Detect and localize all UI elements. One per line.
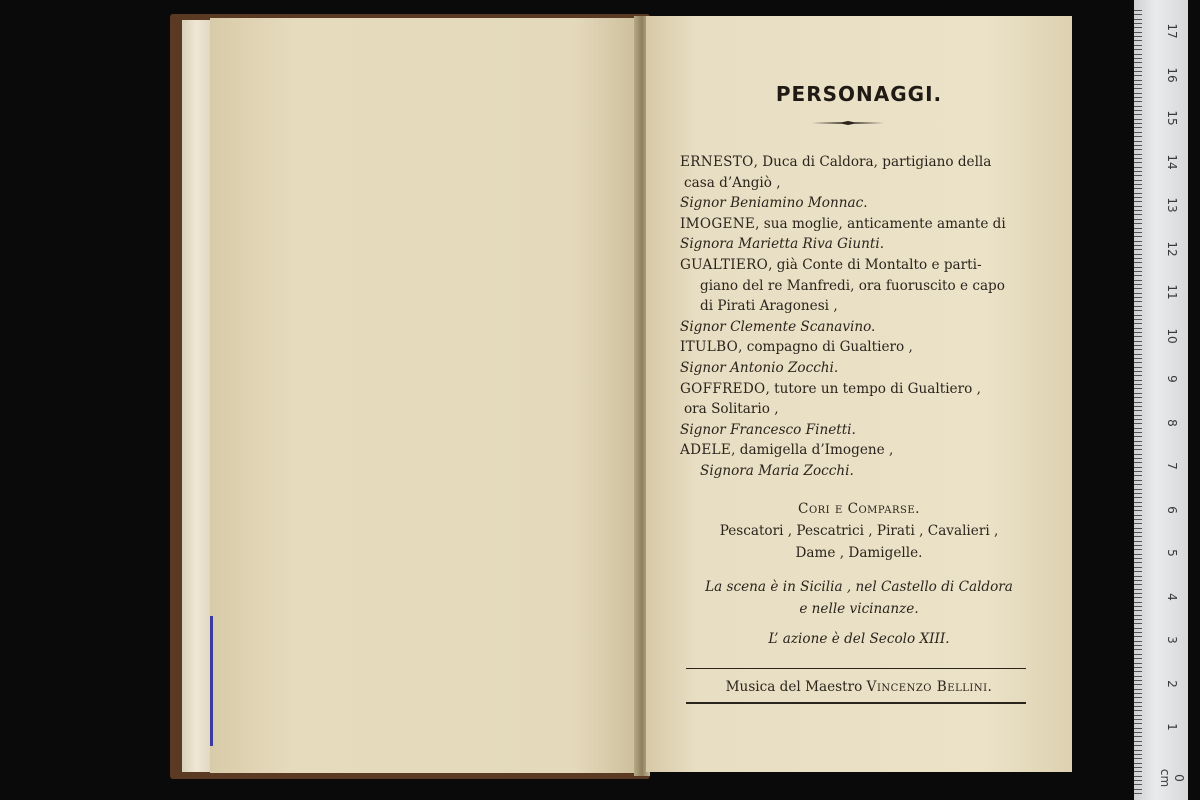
ruler-tick xyxy=(1134,97,1142,98)
chorus-heading: Cori e Comparse. xyxy=(798,501,920,517)
ruler-tick xyxy=(1134,288,1142,289)
ruler-number: 2 xyxy=(1165,679,1179,688)
ruler-tick xyxy=(1134,676,1142,677)
role-description: , compagno di Gualtiero , xyxy=(738,339,913,356)
ruler-tick xyxy=(1134,567,1142,568)
ruler-tick xyxy=(1134,754,1142,755)
role-description-cont: ora Solitario , xyxy=(684,401,779,418)
ruler-tick xyxy=(1134,536,1142,537)
ruler-tick xyxy=(1134,262,1142,263)
actor-name: Signora Marietta Riva Giunti. xyxy=(680,236,885,253)
ruler-tick xyxy=(1134,484,1142,485)
ruler-tick xyxy=(1134,658,1142,659)
composer-name: Vincenzo Bellini. xyxy=(866,679,993,695)
ruler-tick xyxy=(1134,523,1142,524)
ruler-tick xyxy=(1134,467,1142,468)
ruler-tick xyxy=(1134,188,1142,189)
ruler-tick xyxy=(1134,793,1142,794)
period-line: L’ azione è del Secolo XIII. xyxy=(768,631,950,647)
ruler-tick xyxy=(1134,184,1142,185)
ruler-tick xyxy=(1134,745,1142,746)
top-rule xyxy=(686,668,1026,669)
ruler-tick xyxy=(1134,597,1142,598)
ruler-tick xyxy=(1134,680,1142,681)
ruler-tick xyxy=(1134,245,1142,246)
ruler-tick xyxy=(1134,67,1142,68)
ruler-tick xyxy=(1134,258,1142,259)
ruler-tick xyxy=(1134,576,1142,577)
ruler-tick xyxy=(1134,610,1142,611)
ruler-tick xyxy=(1134,162,1142,163)
cast-list xyxy=(680,152,1030,482)
ruler-tick xyxy=(1134,702,1142,703)
ruler-number: 11 xyxy=(1165,284,1179,300)
ruler-tick xyxy=(1134,771,1142,772)
chorus-line: Dame , Damigelle. xyxy=(795,545,923,561)
ruler-tick xyxy=(1134,84,1142,85)
ruler-tick xyxy=(1134,684,1142,685)
ruler-tick xyxy=(1134,388,1142,389)
ruler-tick xyxy=(1134,136,1142,137)
role-name: ERNESTO xyxy=(680,154,754,170)
ruler-tick xyxy=(1134,710,1142,711)
ruler-tick xyxy=(1134,571,1142,572)
ruler-tick xyxy=(1134,384,1142,385)
ruler-tick xyxy=(1134,663,1142,664)
ruler-tick xyxy=(1134,697,1142,698)
ruler-tick xyxy=(1134,406,1142,407)
ruler-number: 4 xyxy=(1165,592,1179,601)
ruler-tick xyxy=(1134,132,1142,133)
ruler-tick xyxy=(1134,23,1142,24)
cast-entry-imogene xyxy=(680,214,1030,235)
ruler-tick xyxy=(1134,154,1142,155)
ruler-tick xyxy=(1134,193,1142,194)
music-prefix: Musica del Maestro xyxy=(725,679,863,695)
ruler-tick xyxy=(1134,145,1142,146)
ruler-tick xyxy=(1134,558,1142,559)
ruler-number: 0 cm xyxy=(1158,768,1186,787)
ruler-tick xyxy=(1134,789,1142,790)
ruler-tick xyxy=(1134,236,1142,237)
ruler-tick xyxy=(1134,493,1142,494)
role-name: ADELE xyxy=(680,442,732,459)
ruler-tick xyxy=(1134,632,1142,633)
cast-entry-itulbo xyxy=(680,337,1030,358)
ruler-tick xyxy=(1134,241,1142,242)
ruler-tick xyxy=(1134,58,1142,59)
ruler-tick xyxy=(1134,275,1142,276)
ruler-tick xyxy=(1134,750,1142,751)
ruler-tick xyxy=(1134,49,1142,50)
ruler-tick xyxy=(1134,541,1142,542)
ruler-tick xyxy=(1134,528,1142,529)
ruler-tick xyxy=(1134,654,1142,655)
ruler-tick xyxy=(1134,454,1142,455)
ruler-tick xyxy=(1134,471,1142,472)
ruler-tick xyxy=(1134,475,1142,476)
ruler-tick xyxy=(1134,254,1142,255)
ruler-tick xyxy=(1134,615,1142,616)
ruler-tick xyxy=(1134,354,1142,355)
ruler-tick xyxy=(1134,628,1142,629)
ruler-number: 15 xyxy=(1165,110,1179,126)
ruler-number: 12 xyxy=(1165,240,1179,257)
ruler-tick xyxy=(1134,545,1142,546)
ruler-tick xyxy=(1134,584,1142,585)
role-description-cont: casa d’Angiò , xyxy=(684,174,781,191)
ruler-tick xyxy=(1134,297,1142,298)
ruler-tick xyxy=(1134,462,1142,463)
ruler-tick xyxy=(1134,123,1142,124)
ruler-tick xyxy=(1134,458,1142,459)
ruler-tick xyxy=(1134,480,1142,481)
role-name: ITULBO xyxy=(680,339,739,356)
ruler-tick xyxy=(1134,141,1142,142)
ruler-number: 13 xyxy=(1165,197,1179,213)
ruler-tick xyxy=(1134,410,1142,411)
ruler-tick xyxy=(1134,402,1142,403)
ruler-tick xyxy=(1134,693,1142,694)
ruler-tick xyxy=(1134,445,1142,446)
ruler-tick xyxy=(1134,301,1142,302)
ruler-tick xyxy=(1134,180,1142,181)
ruler-tick xyxy=(1134,497,1142,498)
ruler-tick xyxy=(1134,671,1142,672)
scene-line: e nelle vicinanze. xyxy=(799,601,919,617)
ruler-tick xyxy=(1134,267,1142,268)
ruler-tick xyxy=(1134,93,1142,94)
ruler-tick xyxy=(1134,415,1142,416)
role-name: GUALTIERO xyxy=(680,256,769,273)
ruler-tick xyxy=(1134,397,1142,398)
ruler-tick xyxy=(1134,10,1142,11)
ruler-tick xyxy=(1134,167,1142,168)
ruler-tick xyxy=(1134,623,1142,624)
ruler-number: 1 xyxy=(1165,723,1179,731)
ruler-tick xyxy=(1134,201,1142,202)
ruler-tick xyxy=(1134,489,1142,490)
ruler-tick xyxy=(1134,641,1142,642)
ruler-tick xyxy=(1134,362,1142,363)
ruler-tick xyxy=(1134,88,1142,89)
cast-entry-adele xyxy=(680,440,1030,461)
ruler-tick xyxy=(1134,741,1142,742)
ruler-tick xyxy=(1134,232,1142,233)
ruler-tick xyxy=(1134,54,1142,55)
actor-name: Signor Francesco Finetti. xyxy=(680,421,856,438)
title-ornament xyxy=(812,121,884,125)
ruler-tick xyxy=(1134,80,1142,81)
ruler-tick xyxy=(1134,593,1142,594)
role-description-cont: di Pirati Aragonesi , xyxy=(700,298,838,315)
ruler-tick xyxy=(1134,219,1142,220)
ruler-tick xyxy=(1134,175,1142,176)
ruler-number: 14 xyxy=(1165,153,1179,170)
ruler-tick xyxy=(1134,375,1142,376)
cast-entry-ernesto xyxy=(680,152,1030,173)
scene-line: La scena è in Sicilia , nel Castello di Caldora xyxy=(705,579,1013,595)
ruler-tick xyxy=(1134,606,1142,607)
ruler-tick xyxy=(1134,32,1142,33)
chorus-block xyxy=(646,498,1072,564)
ruler-number: 9 xyxy=(1165,375,1179,383)
ruler-tick xyxy=(1134,589,1142,590)
ruler-tick xyxy=(1134,119,1142,120)
chorus-line: Pescatori , Pescatrici , Pirati , Cavalieri , xyxy=(719,523,999,539)
ruler-number: 6 xyxy=(1165,505,1179,514)
ruler-tick xyxy=(1134,328,1142,329)
ruler-tick xyxy=(1134,71,1142,72)
ruler-tick xyxy=(1134,27,1142,28)
ruler-tick xyxy=(1134,432,1142,433)
ruler-tick xyxy=(1134,776,1142,777)
ruler-tick xyxy=(1134,428,1142,429)
left-page xyxy=(210,18,638,773)
actor-name: Signor Antonio Zocchi. xyxy=(680,359,839,376)
ruler-tick xyxy=(1134,515,1142,516)
role-description-cont: giano del re Manfredi, ora fuoruscito e capo xyxy=(700,277,1005,294)
ruler-number: 17 xyxy=(1165,23,1179,39)
ruler-tick xyxy=(1134,101,1142,102)
right-page xyxy=(646,16,1072,772)
role-description: , sua moglie, anticamente amante di xyxy=(755,215,1006,232)
page-title: PERSONAGGI. xyxy=(775,82,943,106)
actor-name: Signor Clemente Scanavino. xyxy=(680,318,876,335)
ruler-number: 3 xyxy=(1165,636,1179,644)
ruler-tick xyxy=(1134,767,1142,768)
ruler-tick xyxy=(1134,345,1142,346)
ruler-tick xyxy=(1134,580,1142,581)
ruler-tick xyxy=(1134,423,1142,424)
ruler-tick xyxy=(1134,228,1142,229)
ruler-tick xyxy=(1134,149,1142,150)
ruler-tick xyxy=(1134,784,1142,785)
ruler-tick xyxy=(1134,371,1142,372)
ruler-tick xyxy=(1134,14,1142,15)
ruler-tick xyxy=(1134,349,1142,350)
ruler-tick xyxy=(1134,214,1142,215)
actor-name: Signor Beniamino Monnac. xyxy=(680,195,868,212)
ruler-tick xyxy=(1134,532,1142,533)
ruler-tick xyxy=(1134,306,1142,307)
ruler-tick xyxy=(1134,763,1142,764)
ruler-tick xyxy=(1134,114,1142,115)
ruler-tick xyxy=(1134,280,1142,281)
role-description: , già Conte di Montalto e parti- xyxy=(768,256,982,273)
ruler-tick xyxy=(1134,158,1142,159)
ruler-tick xyxy=(1134,249,1142,250)
actor-name: Signora Maria Zocchi. xyxy=(700,462,854,479)
cast-entry-goffredo xyxy=(680,379,1030,400)
ruler-tick xyxy=(1134,758,1142,759)
ruler-tick xyxy=(1134,719,1142,720)
scene-block xyxy=(646,576,1072,620)
ruler-tick xyxy=(1134,210,1142,211)
ruler-tick xyxy=(1134,336,1142,337)
ruler-tick xyxy=(1134,554,1142,555)
ruler-tick xyxy=(1134,341,1142,342)
role-name: IMOGENE xyxy=(680,215,756,232)
ruler-tick xyxy=(1134,323,1142,324)
ruler-number: 10 xyxy=(1165,327,1179,344)
ruler-tick xyxy=(1134,19,1142,20)
ruler-tick xyxy=(1134,271,1142,272)
ruler-number: 5 xyxy=(1165,549,1179,557)
ruler-number: 16 xyxy=(1165,66,1179,83)
ruler-tick xyxy=(1134,40,1142,41)
role-name: GOFFREDO xyxy=(680,380,766,397)
bottom-rule xyxy=(686,702,1026,704)
ruler-tick xyxy=(1134,636,1142,637)
ruler-tick xyxy=(1134,667,1142,668)
ruler-tick xyxy=(1134,284,1142,285)
ruler-tick xyxy=(1134,510,1142,511)
role-description: , Duca di Caldora, partigiano della xyxy=(753,154,992,170)
ruler-tick xyxy=(1134,780,1142,781)
ruler-tick xyxy=(1134,36,1142,37)
music-credit xyxy=(646,676,1072,698)
ruler-tick xyxy=(1134,436,1142,437)
ruler-tick xyxy=(1134,45,1142,46)
ruler-tick xyxy=(1134,562,1142,563)
role-description: , tutore un tempo di Gualtiero , xyxy=(765,380,981,397)
ruler-tick xyxy=(1134,319,1142,320)
blue-pencil-mark xyxy=(210,616,213,746)
ruler-tick xyxy=(1134,223,1142,224)
ruler-tick xyxy=(1134,723,1142,724)
ruler-number: 7 xyxy=(1165,462,1179,470)
ruler-tick xyxy=(1134,728,1142,729)
ruler-tick xyxy=(1134,736,1142,737)
ruler-tick xyxy=(1134,441,1142,442)
ruler-tick xyxy=(1134,358,1142,359)
ruler-tick xyxy=(1134,310,1142,311)
ruler-number: 8 xyxy=(1165,418,1179,427)
ruler-tick xyxy=(1134,649,1142,650)
ruler-tick xyxy=(1134,715,1142,716)
ruler-tick xyxy=(1134,315,1142,316)
ruler-tick xyxy=(1134,75,1142,76)
ruler-tick xyxy=(1134,449,1142,450)
ruler-tick xyxy=(1134,519,1142,520)
ruler-tick xyxy=(1134,502,1142,503)
ruler-tick xyxy=(1134,367,1142,368)
ruler-tick xyxy=(1134,393,1142,394)
ruler-tick xyxy=(1134,732,1142,733)
ruler-tick xyxy=(1134,380,1142,381)
ruler-tick xyxy=(1134,549,1142,550)
ruler-tick xyxy=(1134,689,1142,690)
ruler-tick xyxy=(1134,332,1142,333)
measuring-ruler xyxy=(1134,0,1188,800)
ruler-tick xyxy=(1134,106,1142,107)
ruler-tick xyxy=(1134,206,1142,207)
ruler-tick xyxy=(1134,506,1142,507)
ruler-tick xyxy=(1134,619,1142,620)
ruler-tick xyxy=(1134,602,1142,603)
role-description: , damigella d’Imogene , xyxy=(731,442,894,459)
ruler-tick xyxy=(1134,127,1142,128)
ruler-tick xyxy=(1134,110,1142,111)
ruler-tick xyxy=(1134,171,1142,172)
cast-entry-gualtiero xyxy=(680,255,1030,276)
ruler-tick xyxy=(1134,706,1142,707)
ruler-tick xyxy=(1134,197,1142,198)
ruler-tick xyxy=(1134,645,1142,646)
ruler-tick xyxy=(1134,62,1142,63)
ruler-tick xyxy=(1134,419,1142,420)
ruler-tick xyxy=(1134,293,1142,294)
